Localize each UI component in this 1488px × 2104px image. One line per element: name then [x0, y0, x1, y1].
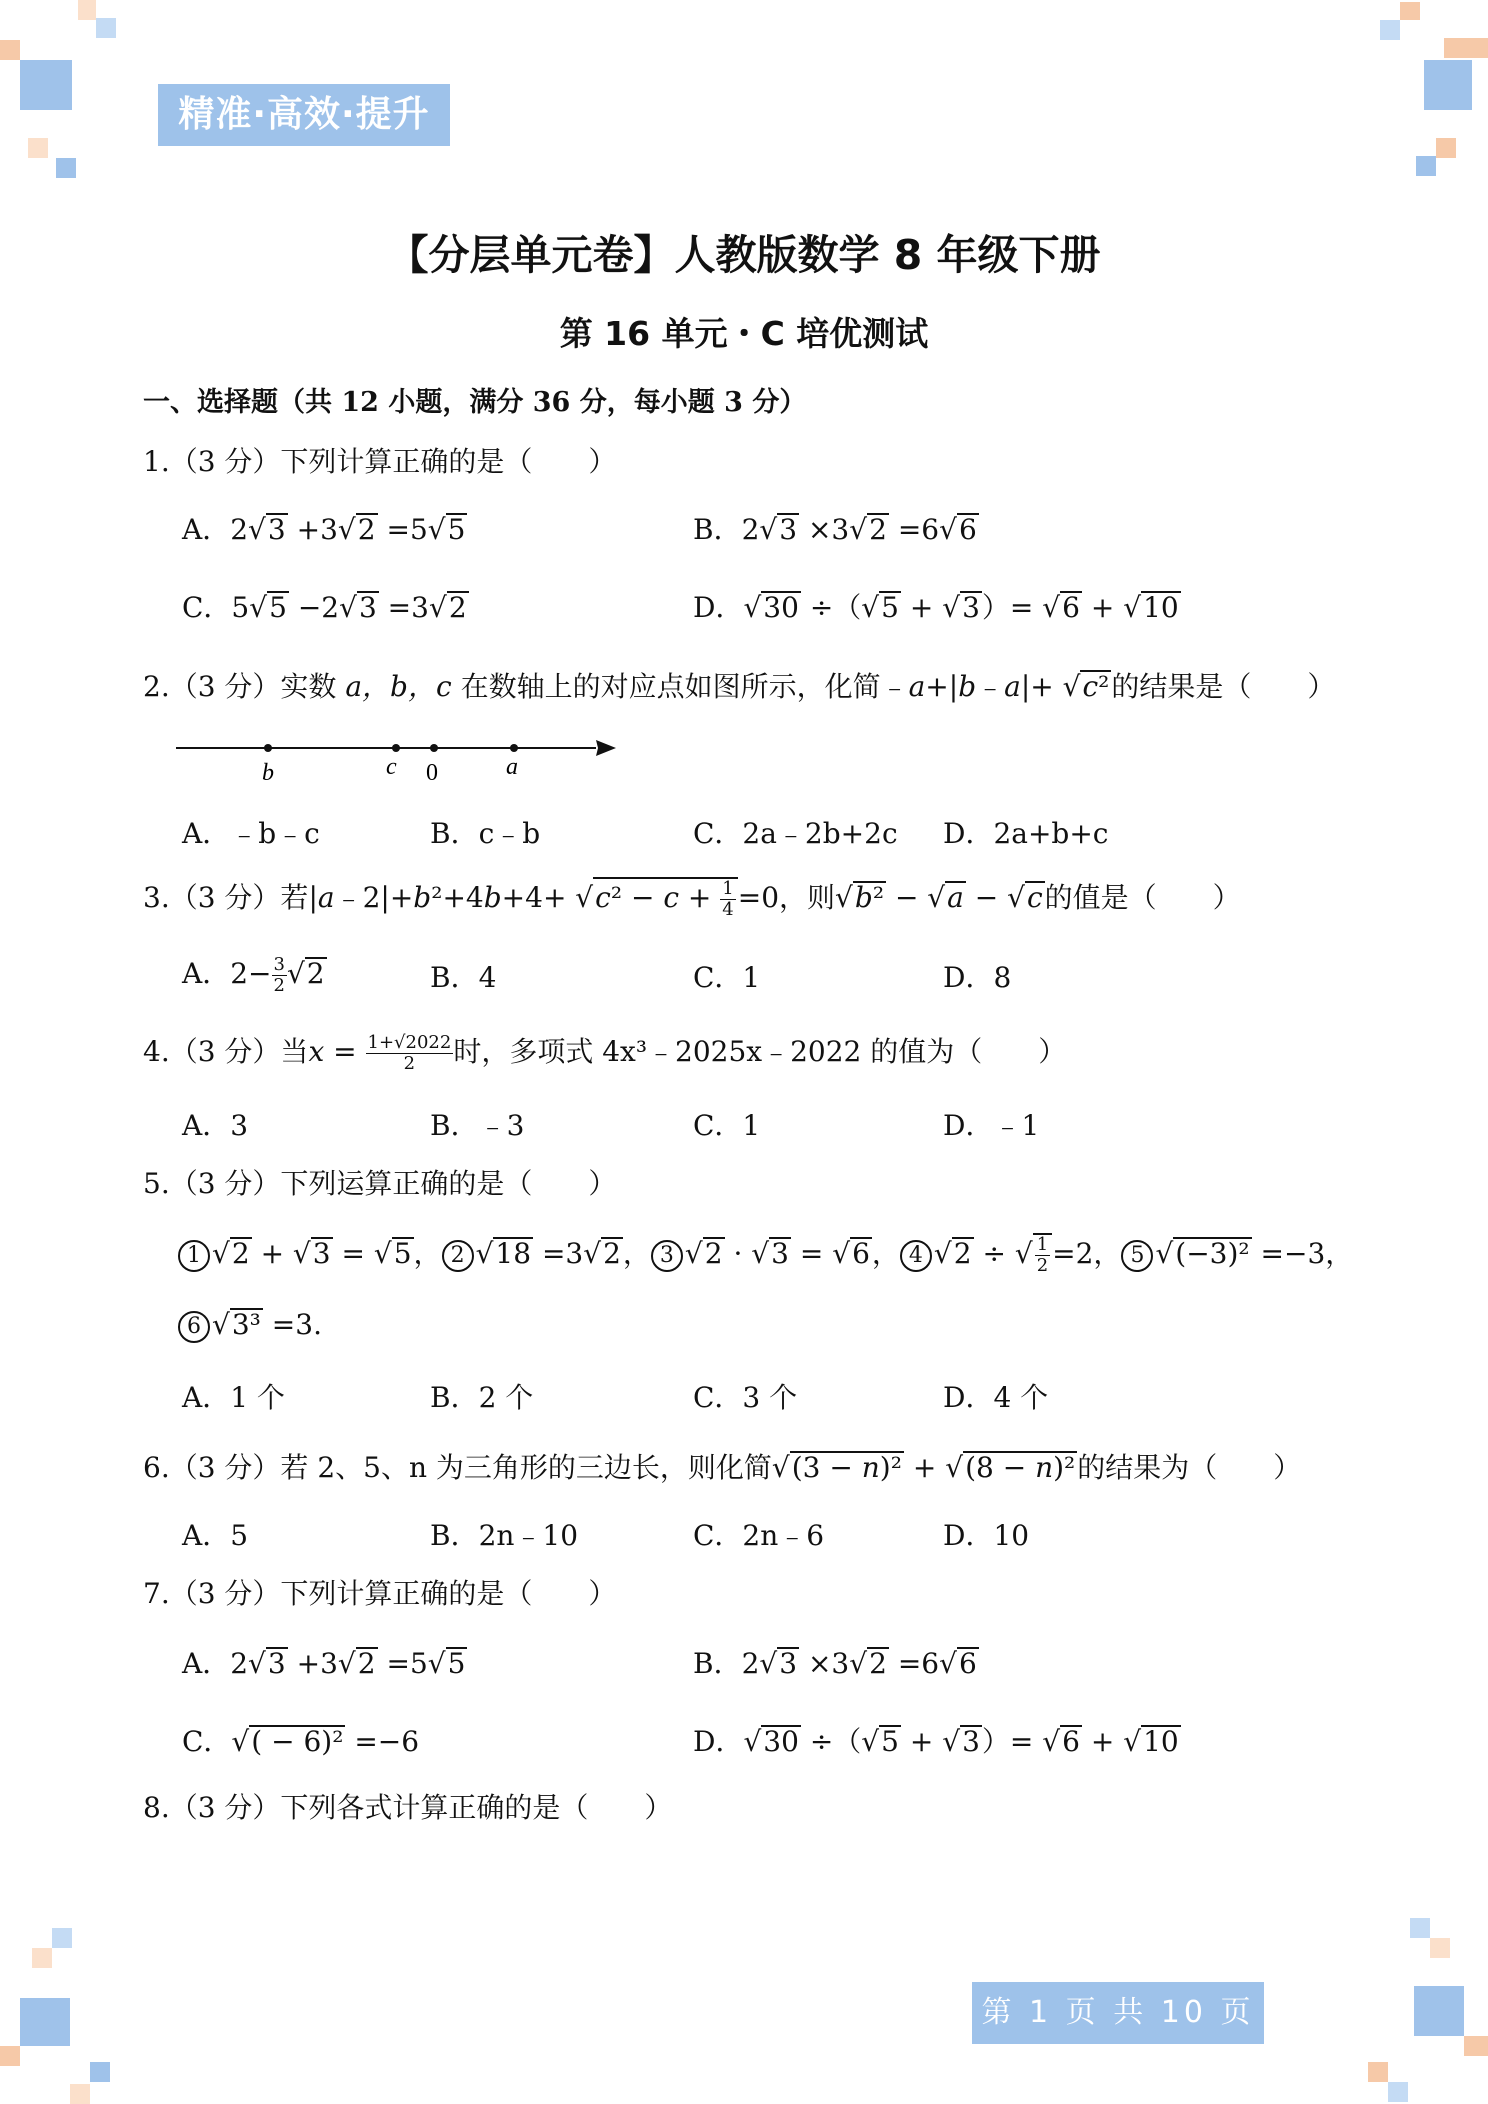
numline-label-c: c	[386, 754, 397, 780]
question-7-option-b: B．2√3 ×3√2 =6√6	[693, 1647, 977, 1680]
question-3-option-c: C．1	[693, 961, 761, 994]
question-2-option-a: A．﹣b﹣c	[182, 817, 320, 850]
question-4-option-d: D．﹣1	[943, 1109, 1040, 1142]
numline-label-b: b	[262, 760, 274, 786]
question-7-option-d: D．√30 ÷（√5 + √3）= √6 + √10	[693, 1725, 1179, 1758]
question-4-option-b: B．﹣3	[430, 1109, 525, 1142]
question-5-statements: 1 √2 + √3 = √5， 2 √18 =3√2， 3 √2 · √3 = √6， 4 √2 ÷ √ $\frac{1}{2}$ =2， 5 √(−3)² =−3，	[178, 1232, 1353, 1276]
page-footer: 第 1 页 共 10 页	[972, 1982, 1264, 2044]
question-6-stem: 6.（3 分）若 2、5、n 为三角形的三边长，则化简√(3 − n)² + √(8 − n)²的结果为（ ）	[143, 1451, 1302, 1484]
question-6-option-a: A．5	[182, 1519, 249, 1552]
question-2-option-b: B．c﹣b	[430, 817, 541, 850]
numline-label-a: a	[506, 754, 518, 780]
question-3-option-a: A．2− $\frac{3}{2}$ √2	[182, 954, 325, 996]
question-1-stem: 1.（3 分）下列计算正确的是（ ）	[143, 445, 617, 478]
question-3-option-b: B．4	[430, 961, 497, 994]
page-subtitle: 第 16 单元・C 培优测试	[559, 314, 929, 353]
number-line-figure	[176, 730, 616, 786]
numline-label-zero: 0	[426, 760, 438, 786]
question-2-stem: 2.（3 分）实数 a，b，c 在数轴上的对应点如图所示，化简﹣a+|b﹣a|+ √c²的结果是（ ）	[143, 670, 1336, 703]
question-5-option-b: B．2 个	[430, 1381, 534, 1414]
question-4-option-a: A．3	[182, 1109, 249, 1142]
question-4-stem: 4.（3 分）当x = $\frac{1+√2022}{2}$ 时，多项式 4x³﹣2025x﹣2022 的值为（ ）	[143, 1032, 1067, 1074]
section-heading: 一、选择题（共 12 小题，满分 36 分，每小题 3 分）	[143, 387, 807, 418]
brand-banner: 精准·高效·提升	[158, 84, 450, 146]
question-1-option-d: D．√30 ÷（√5 + √3）= √6 + √10	[693, 591, 1179, 624]
question-5-option-d: D．4 个	[943, 1381, 1049, 1414]
question-5-option-c: C．3 个	[693, 1381, 798, 1414]
question-5-stem: 5.（3 分）下列运算正确的是（ ）	[143, 1167, 617, 1200]
question-3-stem: 3.（3 分）若|a﹣2|+b²+4b+4+ √c² − c + $\frac{1}{4}$ =0，则√b² − √a − √c的值是（ ）	[143, 878, 1241, 920]
question-6-option-d: D．10	[943, 1519, 1030, 1552]
page-title: 【分层单元卷】人教版数学 8 年级下册	[387, 231, 1101, 279]
question-2-option-d: D．2a+b+c	[943, 817, 1109, 850]
question-2-option-c: C．2a﹣2b+2c	[693, 817, 898, 850]
question-4-option-c: C．1	[693, 1109, 761, 1142]
question-5-statement-6: 6 √3³ =3.	[178, 1308, 322, 1343]
question-6-option-c: C．2n﹣6	[693, 1519, 825, 1552]
question-7-option-c: C．√( − 6)² =−6	[182, 1725, 420, 1758]
question-1-option-b: B．2√3 ×3√2 =6√6	[693, 513, 977, 546]
question-7-option-a: A．2√3 +3√2 =5√5	[182, 1647, 466, 1680]
question-8-stem: 8.（3 分）下列各式计算正确的是（ ）	[143, 1791, 673, 1824]
question-1-option-a: A．2√3 +3√2 =5√5	[182, 513, 466, 546]
question-7-stem: 7.（3 分）下列计算正确的是（ ）	[143, 1577, 617, 1610]
question-1-option-c: C．5√5 −2√3 =3√2	[182, 591, 467, 624]
question-6-option-b: B．2n﹣10	[430, 1519, 579, 1552]
question-3-option-d: D．8	[943, 961, 1012, 994]
question-5-option-a: A．1 个	[182, 1381, 285, 1414]
